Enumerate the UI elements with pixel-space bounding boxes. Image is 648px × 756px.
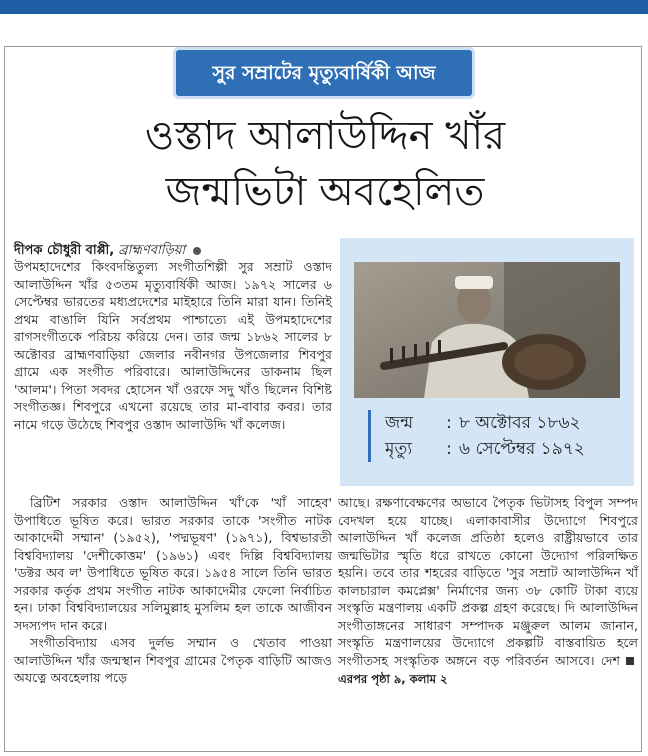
kicker-text: সুর সম্রাটের মৃত্যুবার্ষিকী আজ (212, 62, 436, 84)
birth-value: ৮ অক্টোবর ১৮৬২ (459, 413, 581, 433)
continuation-text: এরপর পৃষ্ঠা ৯, কলাম ২ (338, 672, 448, 686)
article-column-1-bottom (14, 494, 332, 687)
death-row (385, 436, 635, 462)
article-column-2 (338, 494, 638, 689)
kicker-banner (176, 50, 472, 96)
headline (60, 108, 590, 220)
headline-line-2: জন্মভিটা অবহেলিত (165, 169, 485, 215)
birth-row (385, 410, 635, 436)
death-separator: : (446, 439, 452, 459)
birth-label: জন্ম (385, 413, 414, 433)
article-paragraph-4-text: আছে। রক্ষণাবেক্ষণের অভাবে পৈতৃক ভিটাসহ বিপুল সম্পদ বেদখল হয়ে যাচ্ছে। এলাকাবাসীর উদ্যোগে শিবপুরে আলাউদ্দিন খাঁ কলেজ প্রতিষ্ঠা হলেও রাষ্ট্রীয়ভাবে তার জন্মভিটার স্মৃতি ধরে রাখতে কোনো উদ্যোগ পরিলক্ষিত হয়নি। তবে তার শহরের বাড়িতে 'সুর সম্রাট আলাউদ্দিন খাঁ কালচারাল কমপ্লেক্স' নির্মাণের জন্য ৩৮ কোটি টাকা ব্যয়ে সংস্কৃতি মন্ত্রণালয় একটি প্রকল্প গ্রহণ করেছে। দি আলাউদ্দিন সংগীতাঙ্গনের সাধারণ সম্পাদক মঞ্জুরুল আলম জানান, সংস্কৃতি মন্ত্রণালয়ের উদ্যোগে প্রকল্পটি বাস্তবায়িত হলে সংগীতসহ সংস্কৃতিক অঙ্গনে বড় পরিবর্তন আসবে। দেশ (338, 495, 638, 668)
top-accent-bar (0, 0, 648, 14)
byline-bullet-icon (193, 247, 201, 255)
birth-separator: : (446, 413, 452, 433)
portrait-image (354, 262, 620, 398)
article-paragraph-2: ব্রিটিশ সরকার ওস্তাদ আলাউদ্দিন খাঁ'কে 'খাঁ সাহেব' উপাধিতে ভূষিত করে। ভারত সরকার তাকে 'সংগীত নাটক আকাদেমী সম্মান' (১৯৫২), 'পদ্মভূষণ' (১৯৭১), বিশ্বভারতী বিশ্ববিদ্যালয় 'দেশীকোত্তম' (১৯৬১) এবং দিল্লি বিশ্ববিদ্যালয় 'ডক্টর অব ল' উপাধিতে ভূষিত করে। ১৯৫৪ সালে তিনি ভারত সরকার কর্তৃক প্রথম সংগীত নাটক আকাদেমীর ফেলো নির্বাচিত হন। ঢাকা বিশ্ববিদ্যালয়ের সলিমুল্লাহ মুসলিম হল তাকে আজীবন সদস্যপদ দান করে। (14, 495, 332, 633)
photo-info-panel (340, 238, 634, 486)
reporter-location: ব্রাহ্মণবাড়িয়া (118, 243, 186, 258)
article-column-1-top (14, 258, 332, 433)
portrait-photo (354, 262, 620, 398)
article-paragraph-4 (338, 494, 638, 689)
reporter-name: দীপক চৌধুরী বাপ্পী, (14, 243, 115, 258)
article-paragraph-3: সংগীতবিদ্যায় এসব দুর্লভ সম্মান ও খেতাব পাওয়া আলাউদ্দিন খাঁর জন্মস্থান শিবপুর গ্রামের পৈতৃক বাড়িটি আজও অযত্নে অবহেলায় পড়ে (14, 635, 332, 685)
byline (14, 242, 334, 259)
death-value: ৬ সেপ্টেম্বর ১৯৭২ (459, 439, 585, 459)
death-label: মৃত্যু (385, 439, 413, 459)
jump-square-icon (626, 657, 634, 665)
article-paragraph-1: উপমহাদেশের কিংবদন্তিতুল্য সংগীতশিল্পী সুর সম্রাট ওস্তাদ আলাউদ্দিন খাঁর ৫৩তম মৃত্যুবার্ষিকী আজ। ১৯৭২ সালের ৬ সেপ্টেম্বর ভারতের মধ্যপ্রদেশের মাইহারে তিনি মারা যান। তিনিই প্রথম বাঙালি যিনি সর্বপ্রথম পাশ্চাত্যে এই উপমহাদেশের রাগসংগীতকে পরিচয় করিয়ে দেন। তার জন্ম ১৮৬২ সালের ৮ অক্টোবর ব্রাহ্মণবাড়িয়া জেলার নবীনগর উপজেলার শিবপুর গ্রামে এক সংগীত পরিবারে। আলাউদ্দিনের ডাকনাম ছিল 'আলম'। পিতা সবদর হোসেন খাঁ ওরফে সদু খাঁও ছিলেন বিশিষ্ট সংগীতজ্ঞ। শিবপুরে এখনো রয়েছে তার মা-বাবার কবর। তার নামে গড়ে উঠেছে শিবপুর ওস্তাদ আলাউদ্দি খাঁ কলেজ। (14, 259, 332, 432)
birth-death-info (368, 410, 635, 462)
headline-line-1: ওস্তাদ আলাউদ্দিন খাঁর (144, 113, 506, 159)
